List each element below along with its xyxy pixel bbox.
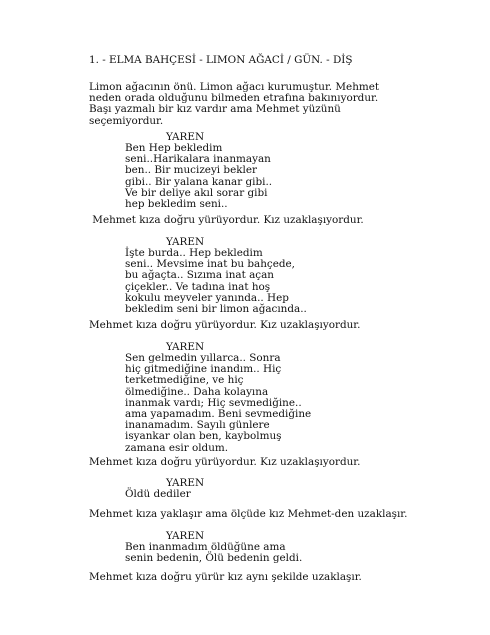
action-paragraph: Limon ağacının önü. Limon ağacı kurumuştur. Mehmet neden orada olduğunu bilmeden etrafına bakınıyordur. Başı yazmalı bir kız vardır ama Mehmet yüzünü seçemiyordur. — [89, 81, 380, 127]
action-paragraph: Mehmet kıza doğru yürüyordur. Kız uzaklaşıyordur. — [89, 214, 364, 226]
character-cue: YAREN — [166, 236, 205, 248]
scene-heading: 1. - ELMA BAHÇESİ - LIMON AĞACİ / GÜN. - DİŞ — [89, 54, 353, 66]
dialogue-block: Ben inanmadım öldüğüne ama senin bedenin, Ölü bedenin geldi. — [125, 541, 303, 565]
character-cue: YAREN — [166, 341, 205, 353]
action-paragraph: Mehmet kıza doğru yürüyordur. Kız uzaklaşıyordur. — [89, 319, 361, 331]
action-paragraph: Mehmet kıza yaklaşır ama ölçüde kız Mehmet-den uzaklaşır. — [89, 508, 408, 520]
character-cue: YAREN — [166, 477, 205, 489]
dialogue-block: Öldü dediler — [125, 488, 191, 500]
dialogue-block: İşte burda.. Hep bekledim seni.. Mevsime inat bu bahçede, bu ağaçta.. Sızıma inat açan çiçekler.. Ve tadına inat hoş kokulu meyveler yanında.. Hep bekledim seni bir limon ağacında.. — [125, 247, 307, 316]
action-paragraph: Mehmet kıza doğru yürüyordur. Kız uzaklaşıyordur. — [89, 456, 361, 468]
action-paragraph: Mehmet kıza doğru yürür kız aynı şekilde uzaklaşır. — [89, 571, 362, 583]
dialogue-block: Ben Hep bekledim seni..Harikalara inanmayan ben.. Bir mucizeyi bekler gibi.. Bir yalana kanar gibi.. Ve bir deliye akıl sorar gibi hep bekledim seni.. — [125, 142, 273, 211]
dialogue-block: Sen gelmedin yıllarca.. Sonra hiç gitmediğine inandım.. Hiç terketmediğine, ve hiç ölmediğine.. Daha kolayına inanmak vardı; Hiç sevmediğine.. ama yapamadım. Beni sevmediğine inanamadım. Sayılı günlere isyankar olan ben, kaybolmuş zamana esir oldum. — [125, 352, 312, 454]
character-cue: YAREN — [166, 131, 205, 143]
character-cue: YAREN — [166, 530, 205, 542]
